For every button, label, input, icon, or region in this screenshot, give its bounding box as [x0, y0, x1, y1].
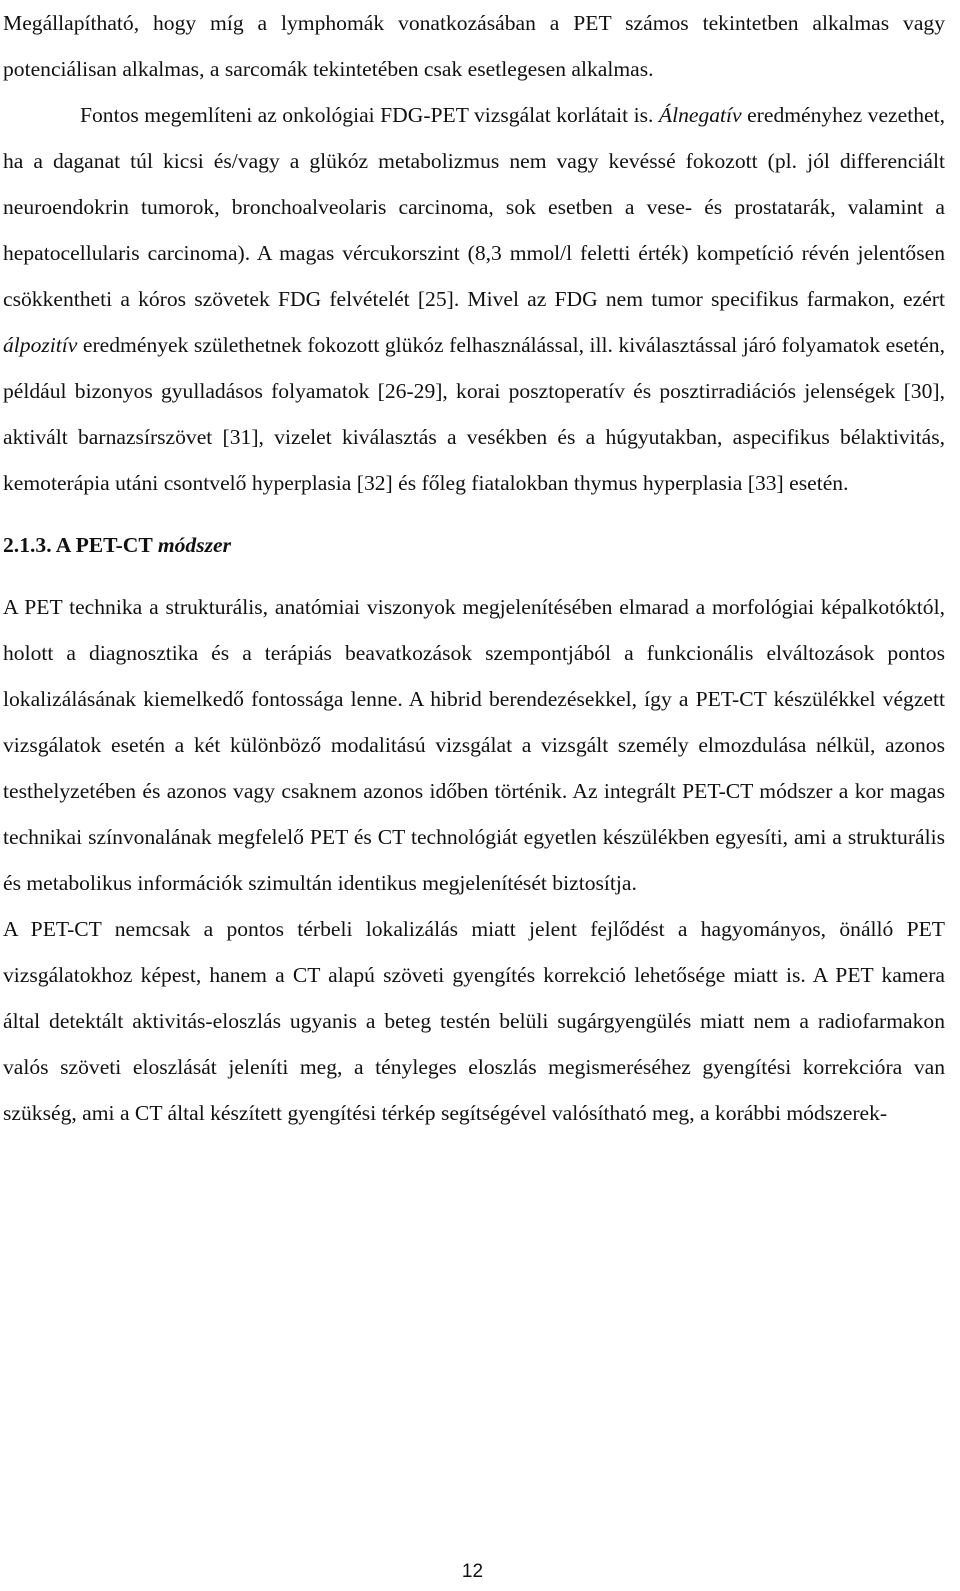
limitations-text-middle: eredményhez vezethet, ha a daganat túl kicsi és/vagy a glükóz metabolizmus nem vagy kevéssé fokozott (pl. jól differenciált neuroendokrin tumorok, bronchoalveolaris carcinoma, sok esetben a vese- és prostatarák, valamint a hepatocellularis carcinoma). A magas vércukorszint (8,3 mmol/l feletti érték) kompetíció révén jelentősen csökkentheti a kóros szövetek FDG felvételét [25]. Mivel az FDG nem tumor specifikus farmakon, ezért — [3, 103, 945, 311]
paragraph-lymphoma-summary: Megállapítható, hogy míg a lymphomák vonatkozásában a PET számos tekintetben alkalmas vagy potenciálisan alkalmas, a sarcomák tekintetében csak esetlegesen alkalmas. — [3, 11, 945, 81]
term-false-positive: álpozitív — [3, 333, 78, 357]
limitations-text-end: eredmények születhetnek fokozott glükóz felhasználással, ill. kiválasztással járó folyamatok esetén, például bizonyos gyulladásos folyamatok [26-29], korai posztoperatív és posztirradiációs jelenségek [30], aktivált barnazsírszövet [31], vizelet kiválasztás a vesékben és a húgyutakban, aspecifikus bélaktivitás, kemoterápia utáni csontvelő hyperplasia [32] és főleg fiatalokban thymus hyperplasia [33] esetén. — [3, 333, 945, 495]
paragraph-pet-ct-attenuation: A PET-CT nemcsak a pontos térbeli lokalizálás miatt jelent fejlődést a hagyományos, önálló PET vizsgálatokhoz képest, hanem a CT alapú szöveti gyengítés korrekció lehetősége miatt is. A PET kamera által detektált aktivitás-eloszlás ugyanis a beteg testén belüli sugárgyengülés miatt nem a radiofarmakon valós szöveti eloszlását jeleníti meg, a tényleges eloszlás megismeréséhez gyengítési korrekcióra van szükség, ami a CT által készített gyengítési térkép segítségével valósítható meg, a korábbi módszerek- — [3, 917, 945, 1125]
limitations-text-intro: Fontos megemlíteni az onkológiai FDG-PET vizsgálat korlátait is. — [80, 103, 659, 127]
paragraph-fdg-pet-limitations — [3, 92, 945, 506]
section-heading-number: 2.1.3. A PET-CT — [3, 533, 158, 557]
document-page — [3, 0, 945, 1136]
paragraph-pet-ct-method: A PET technika a strukturális, anatómiai viszonyok megjelenítésében elmarad a morfológiai képalkotóktól, holott a diagnosztika és a terápiás beavatkozások szempontjából a funkcionális elváltozások pontos lokalizálásának kiemelkedő fontossága lenne. A hibrid berendezésekkel, így a PET-CT készülékkel végzett vizsgálatok esetén a két különböző modalitású vizsgálat a vizsgált személy elmozdulása nélkül, azonos testhelyzetében és azonos vagy csaknem azonos időben történik. Az integrált PET-CT módszer a kor magas technikai színvonalának megfelelő PET és CT technológiát egyetlen készülékben egyesíti, ami a strukturális és metabolikus információk szimultán identikus megjelenítését biztosítja. — [3, 595, 945, 895]
section-heading — [3, 522, 945, 568]
section-heading-term: módszer — [157, 533, 231, 557]
term-false-negative: Álnegatív — [658, 103, 742, 127]
page-number: 12 — [461, 1561, 484, 1582]
